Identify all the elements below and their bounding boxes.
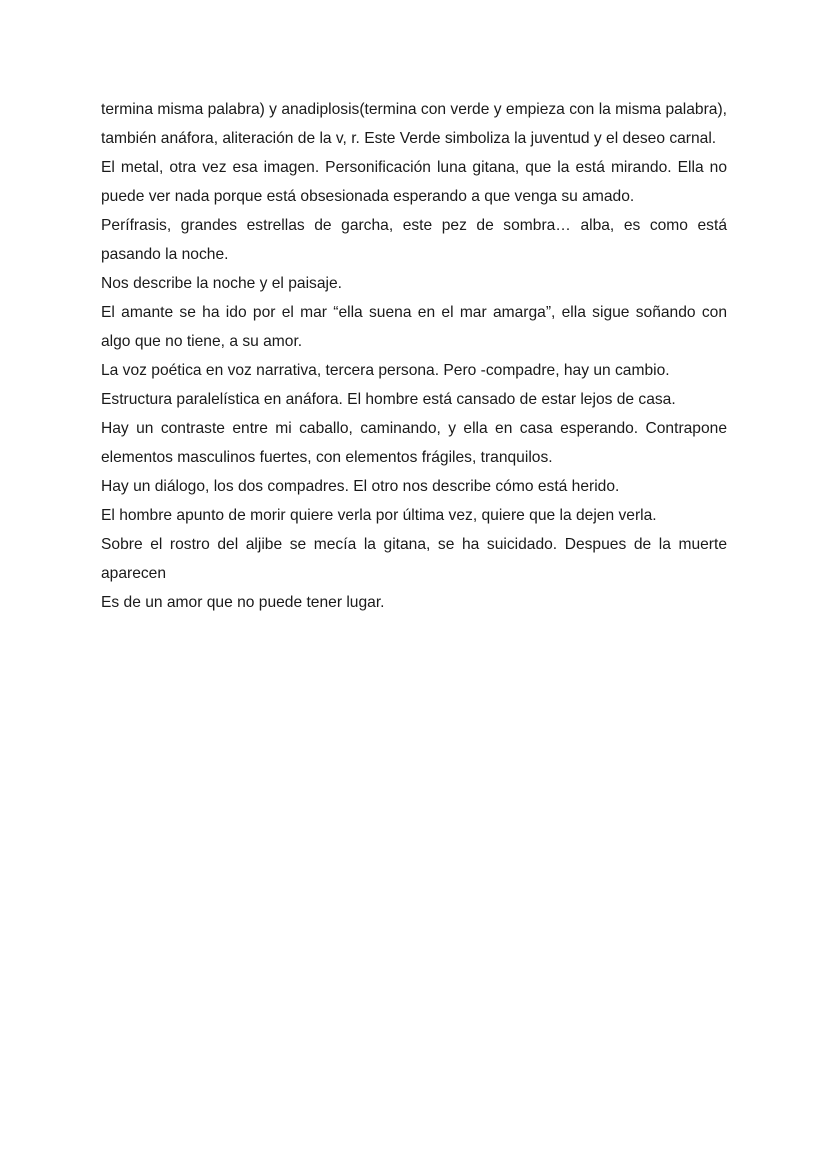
paragraph-10: El hombre apunto de morir quiere verla por última vez, quiere que la dejen verla. xyxy=(101,507,657,524)
paragraph-6: La voz poética en voz narrativa, tercera persona. Pero -compadre, hay un cambio. xyxy=(101,362,670,379)
paragraph-2: El metal, otra vez esa imagen. Personificación luna gitana, que la está mirando. Ella no puede ver nada porque está obsesionada esperando a que venga su amado. xyxy=(101,159,727,205)
paragraph-7: Estructura paralelística en anáfora. El hombre está cansado de estar lejos de casa. xyxy=(101,391,676,408)
paragraph-1: termina misma palabra) y anadiplosis(termina con verde y empieza con la misma palabra), también anáfora, aliteración de la v, r. Este Verde simboliza la juventud y el deseo carnal. xyxy=(101,101,727,147)
document-body xyxy=(101,95,727,617)
paragraph-8: Hay un contraste entre mi caballo, caminando, y ella en casa esperando. Contrapone elementos masculinos fuertes, con elementos frágiles, tranquilos. xyxy=(101,420,727,466)
paragraph-11: Sobre el rostro del aljibe se mecía la gitana, se ha suicidado. Despues de la muerte aparecen xyxy=(101,536,727,582)
paragraph-9: Hay un diálogo, los dos compadres. El otro nos describe cómo está herido. xyxy=(101,478,620,495)
paragraph-4: Nos describe la noche y el paisaje. xyxy=(101,275,342,292)
paragraph-3: Perífrasis, grandes estrellas de garcha, este pez de sombra… alba, es como está pasando la noche. xyxy=(101,217,727,263)
paragraph-5: El amante se ha ido por el mar “ella suena en el mar amarga”, ella sigue soñando con algo que no tiene, a su amor. xyxy=(101,304,727,350)
paragraph-12: Es de un amor que no puede tener lugar. xyxy=(101,594,385,611)
